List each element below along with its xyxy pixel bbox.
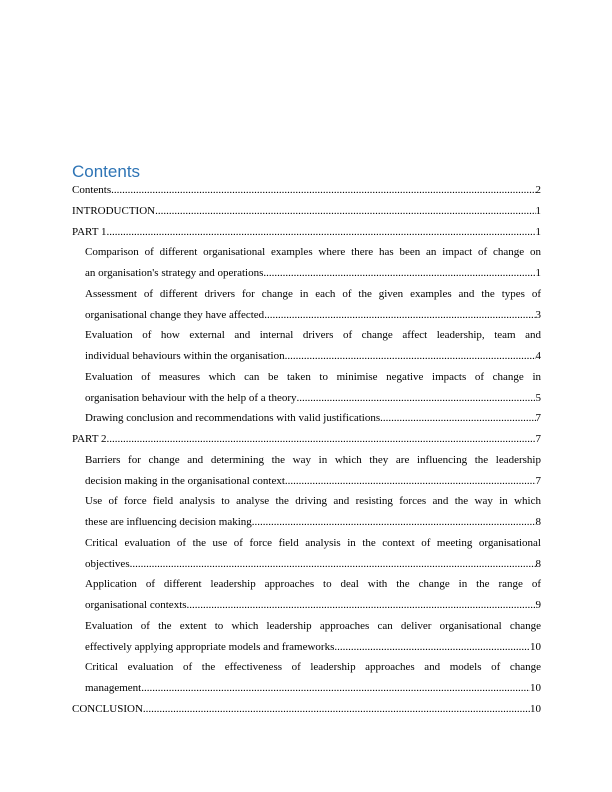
toc-leader-dots	[107, 429, 536, 450]
toc-page-number: 10	[530, 702, 541, 715]
toc-entry-part-1[interactable]	[72, 222, 541, 243]
toc-leader-dots	[380, 408, 535, 429]
toc-entry-text-line2: effectively applying appropriate models and frameworks	[85, 640, 335, 653]
toc-entry-text: Drawing conclusion and recommendations with valid justifications	[85, 412, 381, 425]
toc-entry-evaluation-measures[interactable]	[85, 367, 541, 409]
toc-page-number: 10	[530, 682, 541, 694]
toc-entry-text-line2: organisational change they have affected	[85, 308, 265, 321]
toc-entry-leadership-extent[interactable]	[85, 616, 541, 658]
toc-entry-text-line1: Evaluation of the extent to which leadership approaches can deliver organisational change	[85, 619, 541, 632]
toc-entry-leadership-application[interactable]	[85, 574, 541, 616]
toc-leader-dots	[263, 263, 535, 284]
toc-leader-dots	[285, 471, 536, 492]
toc-entry-introduction[interactable]	[72, 201, 541, 222]
toc-entry-text: CONCLUSION	[72, 702, 143, 715]
toc-page-number: 1	[535, 267, 541, 279]
toc-entry-text-line1: Application of different leadership approaches to deal with the change in the range of	[85, 578, 541, 591]
toc-entry-text-line1: Comparison of different organisational examples where there has been an impact of change on	[85, 246, 541, 259]
toc-entry-text-line2: individual behaviours within the organisation	[85, 350, 285, 362]
toc-page-number: 10	[530, 640, 541, 653]
toc-entry-leadership-effectiveness[interactable]	[85, 657, 541, 699]
toc-entry-force-field-use[interactable]	[85, 491, 541, 533]
toc-entry-text-line1: Assessment of different drivers for change in each of the given examples and the types of	[85, 287, 541, 300]
toc-entry-text-line2: management	[85, 682, 142, 694]
toc-entry-text-line2: objectives	[85, 557, 130, 570]
toc-entry-text: INTRODUCTION	[72, 204, 156, 217]
toc-leader-dots	[252, 512, 536, 533]
toc-entry-text-line1: Critical evaluation of the effectiveness of leadership approaches and models of change	[85, 661, 541, 674]
toc-entry-barriers[interactable]	[85, 450, 541, 492]
toc-leader-dots	[187, 595, 536, 616]
toc-leader-dots	[155, 201, 535, 222]
toc-entry-contents[interactable]	[72, 180, 541, 201]
toc-entry-text-line1: Critical evaluation of the use of force field analysis in the context of meeting organisational	[85, 536, 541, 549]
toc-entry-force-field-critical[interactable]	[85, 533, 541, 575]
toc-leader-dots	[107, 222, 536, 243]
toc-leader-dots	[111, 180, 535, 201]
toc-leader-dots	[130, 554, 536, 575]
toc-page-number: 9	[535, 599, 541, 611]
toc-page-number: 3	[535, 308, 541, 321]
toc-entry-text-line2: decision making in the organisational context	[85, 474, 285, 487]
toc-page-number: 5	[535, 391, 541, 404]
toc-page-number: 4	[535, 350, 541, 362]
toc-entry-text-line1: Evaluation of measures which can be taken to minimise negative impacts of change in	[85, 370, 541, 383]
toc-page-number: 1	[535, 225, 541, 238]
toc-page-number: 8	[535, 557, 541, 570]
toc-leader-dots	[285, 346, 536, 367]
toc-leader-dots	[297, 388, 536, 409]
toc-page-number: 2	[535, 184, 541, 196]
toc-leader-dots	[264, 305, 535, 326]
toc-entry-conclusion[interactable]	[72, 699, 541, 720]
toc-entry-text-line1: Barriers for change and determining the way in which they are influencing the leadership	[85, 453, 541, 466]
toc-entry-text-line1: Evaluation of how external and internal drivers of change affect leadership, team and	[85, 329, 541, 342]
toc-entry-part-2[interactable]	[72, 429, 541, 450]
toc-title: Contents	[72, 162, 141, 181]
toc-entry-drawing-conclusion[interactable]	[85, 408, 541, 429]
toc-entry-text: PART 1	[72, 225, 107, 238]
toc-entry-text-line2: organisational contexts	[85, 599, 187, 611]
toc-leader-dots	[141, 678, 530, 699]
toc-entry-text-line1: Use of force field analysis to analyse the driving and resisting forces and the way in which	[85, 495, 541, 508]
toc-page-number: 1	[535, 204, 541, 217]
toc-entry-text: Contents	[72, 184, 112, 196]
toc-leader-dots	[143, 699, 530, 720]
table-of-contents	[72, 180, 541, 720]
toc-leader-dots	[334, 637, 530, 658]
toc-page-number: 7	[535, 412, 541, 425]
toc-page-number: 8	[535, 516, 541, 528]
toc-entry-assessment[interactable]	[85, 284, 541, 326]
toc-entry-text-line2: an organisation's strategy and operations	[85, 267, 264, 279]
toc-entry-evaluation-drivers[interactable]	[85, 325, 541, 367]
toc-entry-text-line2: these are influencing decision making	[85, 516, 252, 528]
toc-page-number: 7	[535, 433, 541, 445]
toc-page-number: 7	[535, 474, 541, 487]
toc-entry-text: PART 2	[72, 433, 107, 445]
toc-entry-comparison[interactable]	[85, 242, 541, 284]
toc-entry-text-line2: organisation behaviour with the help of a theory	[85, 391, 297, 404]
